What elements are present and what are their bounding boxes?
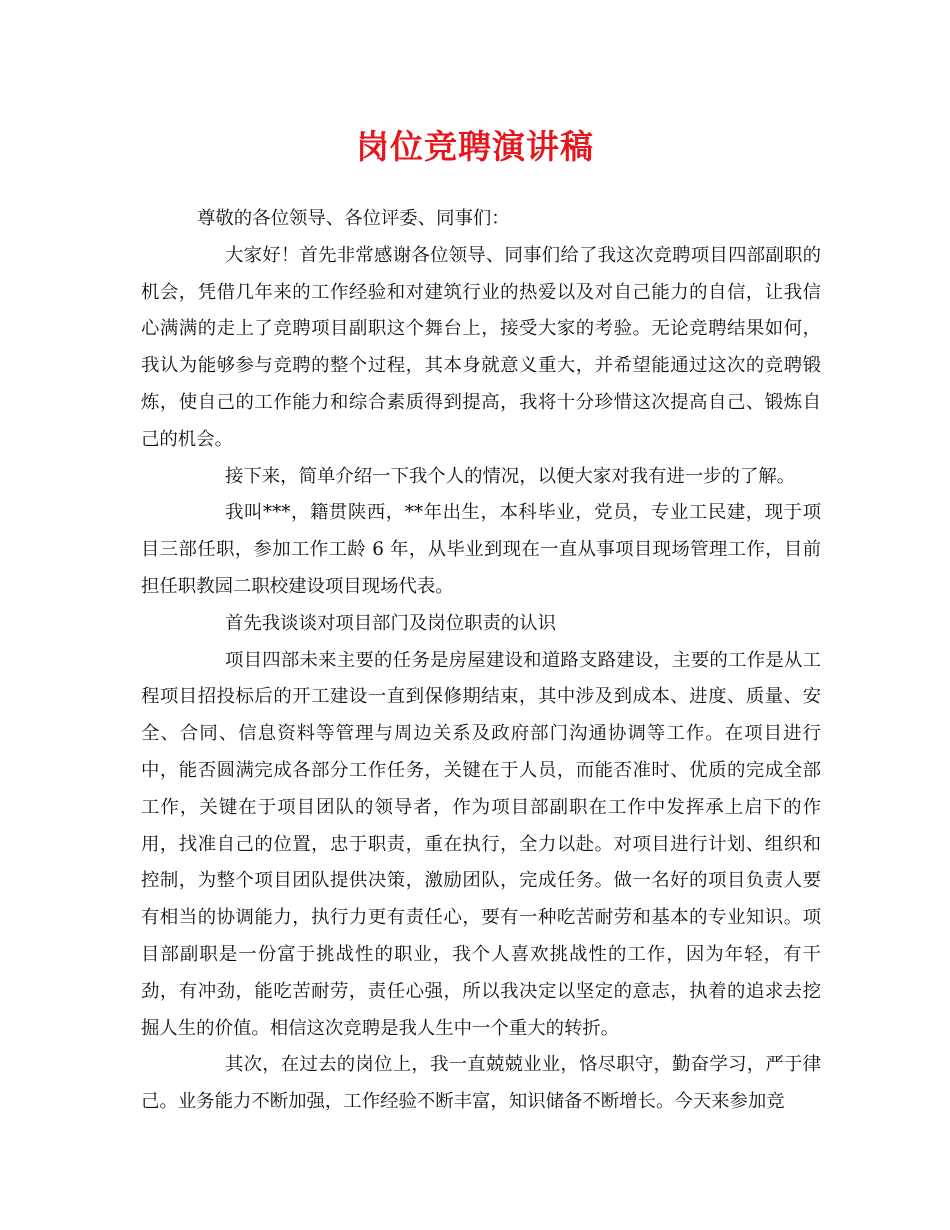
document-title: 岗位竞聘演讲稿 bbox=[356, 127, 594, 166]
paragraph: 我叫***，籍贯陕西，**年出生，本科毕业，党员，专业工民建，现于项目三部任职，参加工作工龄 6 年，从毕业到现在一直从事项目现场管理工作，目前担任职教园二职校建设项目现场代表。 bbox=[141, 502, 821, 597]
paragraph: 大家好！首先非常感谢各位领导、同事们给了我这次竞聘项目四部副职的机会，凭借几年来的工作经验和对建筑行业的热爱以及对自己能力的自信，让我信心满满的走上了竞聘项目副职这个舞台上，接受大家的考验。无论竞聘结果如何，我认为能够参与竞聘的整个过程，其本身就意义重大，并希望能通过这次的竞聘锻炼，使自己的工作能力和综合素质得到提高，我将十分珍惜这次提高自己、锻炼自己的机会。 bbox=[141, 244, 821, 450]
paragraph: 项目四部未来主要的任务是房屋建设和道路支路建设，主要的工作是从工程项目招投标后的开工建设一直到保修期结束，其中涉及到成本、进度、质量、安全、合同、信息资料等管理与周边关系及政府部门沟通协调等工作。在项目进行中，能否圆满完成各部分工作任务，关键在于人员，而能否准时、优质的完成全部工作，关键在于项目团队的领导者，作为项目部副职在工作中发挥承上启下的作用，找准自己的位置，忠于职责，重在执行，全力以赴。对项目进行计划、组织和控制，为整个项目团队提供决策，激励团队，完成任务。做一名好的项目负责人要有相当的协调能力，执行力更有责任心，要有一种吃苦耐劳和基本的专业知识。项目部副职是一份富于挑战性的职业，我个人喜欢挑战性的工作，因为年轻，有干劲，有冲劲，能吃苦耐劳，责任心强，所以我决定以坚定的意志，执着的追求去挖掘人生的价值。相信这次竞聘是我人生中一个重大的转折。 bbox=[141, 649, 821, 1039]
salutation: 尊敬的各位领导、各位评委、同事们： bbox=[197, 208, 510, 229]
paragraph: 接下来，简单介绍一下我个人的情况，以便大家对我有进一步的了解。 bbox=[225, 465, 796, 487]
document-body bbox=[141, 201, 821, 1121]
paragraph: 其次，在过去的岗位上，我一直兢兢业业，恪尽职守，勤奋学习，严于律己。业务能力不断加强，工作经验不断丰富，知识储备不断增长。今天来参加竞 bbox=[141, 1054, 821, 1113]
section-heading: 首先我谈谈对项目部门及岗位职责的认识 bbox=[225, 612, 557, 634]
